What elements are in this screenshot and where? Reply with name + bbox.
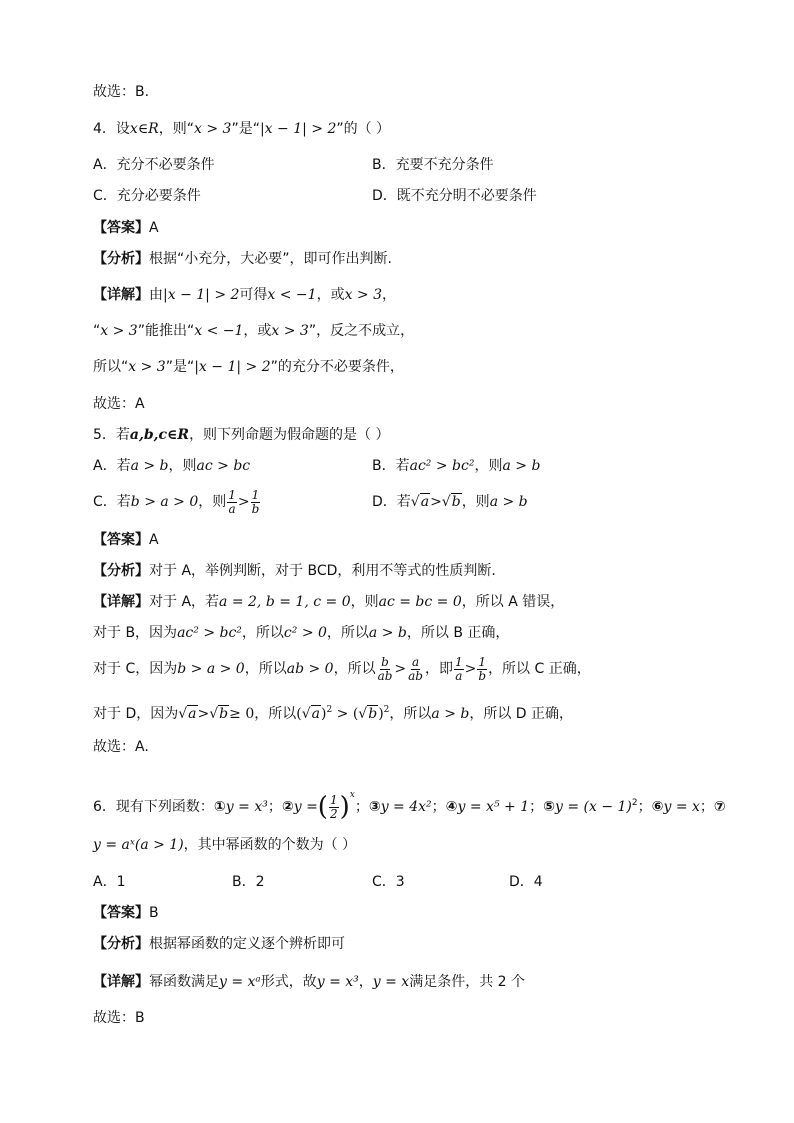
num: 1	[455, 654, 463, 669]
sup: 2	[326, 705, 333, 715]
t: 对于 C，因为	[93, 661, 178, 677]
q4-detail-2	[93, 321, 414, 341]
q5-option-c	[93, 487, 261, 517]
t: A．若	[93, 458, 131, 474]
fraction	[329, 794, 339, 821]
q4-analysis	[93, 249, 392, 269]
circled-3: ③	[368, 799, 381, 815]
t: B．若	[372, 458, 410, 474]
q5-option-a	[93, 456, 250, 476]
circled-4: ④	[445, 799, 458, 815]
sep: ；	[431, 799, 446, 815]
detail-tag: 【详解】	[93, 974, 149, 990]
den: ab	[408, 668, 423, 683]
m: y = x³	[225, 799, 268, 815]
sqrt: √a	[410, 494, 430, 510]
t: ”的充分不必要条件，	[270, 359, 404, 375]
sup: 2	[631, 798, 638, 808]
t: ，所以	[244, 661, 287, 677]
sup: x	[349, 790, 355, 800]
q4-option-a: A．充分不必要条件	[93, 157, 215, 173]
answer-tag: 【答案】	[93, 220, 149, 236]
t: 幂函数满足	[149, 974, 219, 990]
t: ，则	[168, 458, 197, 474]
t: C．若	[93, 494, 131, 510]
t: 满足条件，共 2 个	[409, 974, 526, 990]
m: a = 2, b = 1, c = 0	[219, 594, 351, 610]
t: 对于 A，若	[149, 594, 220, 610]
t: ，所以	[254, 706, 297, 722]
fraction	[407, 656, 424, 683]
m: >	[430, 494, 442, 510]
q4-text: ”是“	[231, 121, 260, 137]
detail-tag: 【详解】	[93, 287, 149, 303]
den: b	[478, 668, 487, 683]
sup: 2	[383, 705, 390, 715]
q4-text: ，则“	[158, 121, 194, 137]
m: y = x³	[316, 974, 359, 990]
num: 1	[478, 654, 487, 669]
prev-answer-line: 故选：B.	[93, 84, 150, 100]
m: ac = bc = 0	[378, 594, 462, 610]
q6-final: 故选：B	[93, 1010, 145, 1026]
t: ，所以 D 正确，	[469, 706, 574, 722]
q6-answer	[93, 903, 159, 923]
m: ac² > bc²	[409, 458, 475, 474]
num: 1	[251, 487, 260, 502]
m: >	[394, 661, 407, 677]
den: a	[455, 668, 463, 683]
answer-value: A	[149, 220, 159, 236]
q5-analysis	[93, 561, 496, 581]
m: x < −1	[194, 323, 244, 339]
t: 可得	[239, 287, 268, 303]
sep: ；	[529, 799, 544, 815]
m: a > b	[502, 458, 541, 474]
q5-final: 故选：A.	[93, 739, 149, 755]
m: x < −1	[267, 287, 317, 303]
t: ”是“	[165, 359, 195, 375]
fraction	[251, 489, 261, 516]
m: ac > bc	[196, 458, 251, 474]
m: >	[197, 706, 210, 722]
m: >	[464, 661, 477, 677]
m: y =	[293, 799, 318, 815]
sqrt: √b	[441, 494, 461, 510]
q6-option-c: C．3	[372, 874, 405, 890]
m: y = x	[372, 974, 410, 990]
analysis-text: 对于 A，举例判断，对于 BCD，利用不等式的性质判断.	[149, 563, 496, 579]
answer-value: B	[149, 905, 159, 921]
q5-condition: a,b,c∈R	[129, 427, 190, 443]
num: a	[412, 654, 420, 669]
m: y = aˣ(a > 1)	[93, 837, 184, 853]
q4-option-d: D．既不充分眀不必要条件	[372, 188, 537, 204]
t: ，或	[316, 287, 345, 303]
analysis-tag: 【分析】	[93, 563, 149, 579]
m: a > b	[368, 625, 407, 641]
q4-p: x > 3	[194, 121, 232, 137]
m: a > b	[489, 494, 528, 510]
m: y = x⁵ + 1	[457, 799, 530, 815]
analysis-tag: 【分析】	[93, 936, 149, 952]
radicand: b	[219, 706, 229, 722]
fraction	[454, 656, 464, 683]
circled-1: ①	[213, 799, 226, 815]
t: 所以“	[93, 359, 129, 375]
sqrt: √a	[178, 706, 197, 722]
t: ，或	[243, 323, 272, 339]
m: ≥ 0	[229, 706, 255, 722]
radicand: b	[451, 494, 461, 510]
q6-option-a: A．1	[93, 874, 126, 890]
t: ，即	[425, 661, 453, 677]
q5-detail-1	[93, 592, 564, 612]
num: 1	[329, 792, 338, 807]
sep: ；	[637, 799, 652, 815]
q4-q: |x − 1| > 2	[259, 121, 337, 137]
q4-text: ”的（ ）	[336, 121, 391, 137]
q6-stem-2	[93, 835, 356, 855]
circled-7: ⑦	[713, 799, 726, 815]
m: b > a > 0	[177, 661, 245, 677]
t: “	[93, 323, 101, 339]
sep: ；	[354, 799, 369, 815]
t: 形式，故	[260, 974, 317, 990]
sep: ；	[267, 799, 282, 815]
den: a	[228, 501, 236, 516]
t: 对于 D，因为	[93, 706, 179, 722]
t: ”，反之不成立，	[308, 323, 415, 339]
num: b	[381, 654, 389, 669]
q5-detail-2	[93, 623, 509, 643]
sqrt: √b	[209, 706, 229, 722]
q4-detail-1	[93, 285, 396, 305]
m: b > a > 0	[130, 494, 199, 510]
fraction	[227, 489, 237, 516]
t: ，所以	[241, 625, 284, 641]
q4-stem	[93, 119, 390, 139]
detail-tag: 【详解】	[93, 594, 149, 610]
m: y = x	[663, 799, 700, 815]
t: ，所以 B 正确，	[406, 625, 510, 641]
m: c² > 0	[283, 625, 327, 641]
t: ，其中幂函数的个数为（ ）	[183, 837, 357, 853]
q4-final: 故选：A	[93, 396, 145, 412]
answer-tag: 【答案】	[93, 532, 149, 548]
m: y = 4x²	[380, 799, 432, 815]
q6-analysis	[93, 934, 345, 954]
q5-number: 5．若	[93, 427, 130, 443]
sep: ；	[699, 799, 714, 815]
m: y =	[554, 799, 580, 815]
radicand: a	[188, 706, 197, 722]
m: a > b	[431, 706, 470, 722]
radicand: a	[420, 494, 430, 510]
m: |x − 1| > 2	[163, 287, 240, 303]
q4-number: 4．设	[93, 121, 130, 137]
m: y = xᵃ	[219, 974, 261, 990]
analysis-text: 根据“小充分，大必要”，即可作出判断.	[149, 251, 392, 267]
num: 1	[228, 487, 236, 502]
q4-detail-3	[93, 357, 404, 377]
answer-value: A	[149, 532, 159, 548]
radicand: a	[311, 706, 320, 722]
m: a > b	[130, 458, 169, 474]
m: x > 3	[100, 323, 138, 339]
t: 由	[149, 287, 163, 303]
m: x > 3	[344, 287, 383, 303]
q6-option-d: D．4	[509, 874, 543, 890]
m: ac² > bc²	[177, 625, 242, 641]
m: >	[237, 494, 250, 510]
q4-option-b: B．充要不充分条件	[372, 157, 494, 173]
den: b	[251, 501, 260, 516]
den: ab	[377, 668, 393, 683]
t: ，则	[474, 458, 503, 474]
t: ，所以	[333, 661, 376, 677]
t: ，则	[350, 594, 379, 610]
q6-number: 6．现有下列函数：	[93, 799, 214, 815]
t: ，	[358, 974, 373, 990]
circled-6: ⑥	[651, 799, 664, 815]
q5-option-b	[372, 456, 540, 476]
fraction	[477, 656, 487, 683]
q6-detail	[93, 972, 525, 992]
t: ”能推出“	[137, 323, 195, 339]
answer-tag: 【答案】	[93, 905, 149, 921]
q5-answer	[93, 530, 159, 550]
t: ，则	[461, 494, 490, 510]
t: ，则	[198, 494, 227, 510]
analysis-tag: 【分析】	[93, 251, 149, 267]
radicand: b	[368, 706, 378, 722]
t: D．若	[372, 494, 411, 510]
m: >	[336, 706, 349, 722]
m: x > 3	[271, 323, 309, 339]
circled-2: ②	[281, 799, 294, 815]
t: ，则下列命题为假命题的是（ ）	[189, 427, 390, 443]
m: |x − 1| > 2	[194, 359, 271, 375]
m: x > 3	[128, 359, 166, 375]
t: ，	[382, 287, 397, 303]
circled-5: ⑤	[543, 799, 555, 815]
q5-detail-4	[93, 700, 573, 724]
q6-stem: 6．现有下列函数：①y = x³；②y =( $\frac{1}{2}$ )$^x$；③y = 4x²；④y = x⁵ + 1；⑤y = $(x - 1)^2$；⑥y = x；⑦	[93, 790, 726, 822]
q4-answer	[93, 218, 159, 238]
analysis-text: 根据幂函数的定义逐个辨析即可	[149, 936, 345, 952]
q5-stem	[93, 425, 390, 445]
t: ，所以 C 正确，	[488, 661, 591, 677]
m: (x − 1)	[583, 799, 632, 815]
t: ，所以	[389, 706, 432, 722]
m: ab > 0	[286, 661, 334, 677]
q4-condition: x∈R	[129, 121, 159, 137]
t: ，所以 A 错误，	[461, 594, 565, 610]
m: $(√a)^2 > (√b)^2$	[296, 705, 390, 722]
q5-option-d	[372, 492, 528, 512]
q4-option-c: C．充分必要条件	[93, 188, 201, 204]
t: 对于 B，因为	[93, 625, 178, 641]
fraction	[377, 656, 394, 683]
den: 2	[329, 806, 338, 821]
q6-option-b: B．2	[232, 874, 265, 890]
q5-detail-3	[93, 652, 591, 686]
t: ，所以	[326, 625, 369, 641]
